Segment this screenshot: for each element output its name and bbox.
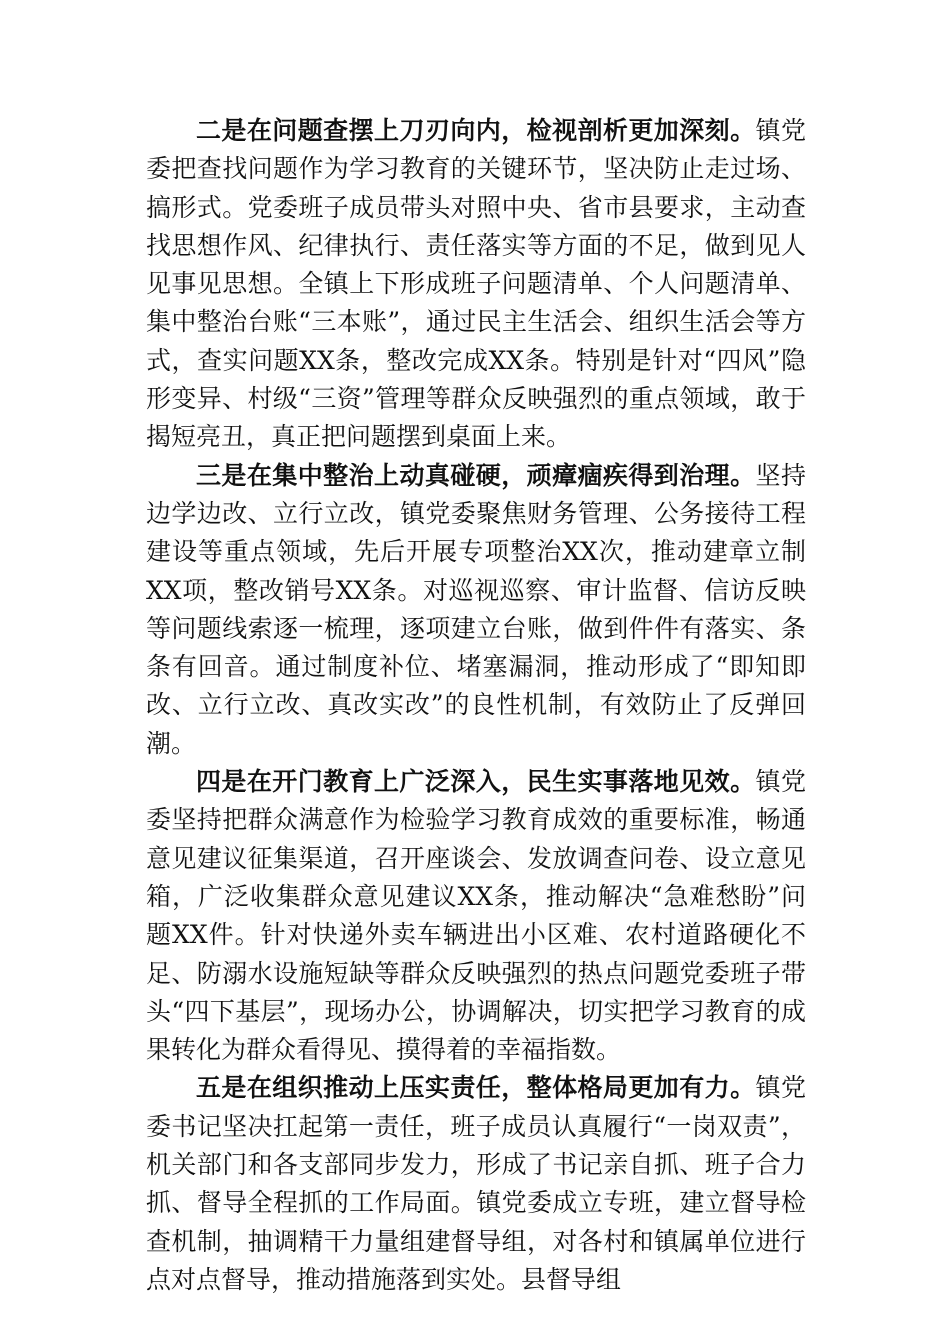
document-body: [146, 112, 806, 1299]
paragraph-2-text: 镇党委把查找问题作为学习教育的关键环节，坚决防止走过场、搞形式。党委班子成员带头对照中央、省市县要求，主动查找思想作风、纪律执行、责任落实等方面的不足，做到见人见事见思想。全镇上下形成班子问题清单、个人问题清单、集中整治台账“三本账”，通过民主生活会、组织生活会等方式，查实问题XX条，整改完成XX条。特别是针对“四风”隐形变异、村级“三资”管理等群众反映强烈的重点领域，敢于揭短亮丑，真正把问题摆到桌面上来。: [146, 116, 806, 452]
paragraph-3-text: 坚持边学边改、立行立改，镇党委聚焦财务管理、公务接待工程建设等重点领域，先后开展专项整治XX次，推动建章立制XX项，整改销号XX条。对巡视巡察、审计监督、信访反映等问题线索逐一梳理，逐项建立台账，做到件件有落实、条条有回音。通过制度补位、堵塞漏洞，推动形成了“即知即改、立行立改、真改实改”的良性机制，有效防止了反弹回潮。: [146, 460, 806, 758]
paragraph-2-heading: 二是在问题查摆上刀刃向内，检视剖析更加深刻。: [196, 116, 756, 145]
paragraph-5-text: 镇党委书记坚决扛起第一责任，班子成员认真履行“一岗双责”，机关部门和各支部同步发力，形成了书记亲自抓、班子合力抓、督导全程抓的工作局面。镇党委成立专班，建立督导检查机制，抽调精干力量组建督导组，对各村和镇属单位进行点对点督导，推动措施落到实处。县督导组: [146, 1073, 806, 1294]
paragraph-4: [146, 763, 806, 1069]
paragraph-2: [146, 112, 806, 457]
paragraph-5: [146, 1069, 806, 1299]
paragraph-5-heading: 五是在组织推动上压实责任，整体格局更加有力。: [196, 1073, 756, 1103]
paragraph-4-text: 镇党委坚持把群众满意作为检验学习教育成效的重要标准，畅通意见建议征集渠道，召开座谈会、发放调查问卷、设立意见箱，广泛收集群众意见建议XX条，推动解决“急难愁盼”问题XX件。针对快递外卖车辆进出小区难、农村道路硬化不足、防溺水设施短缺等群众反映强烈的热点问题党委班子带头“四下基层”，现场办公，协调解决，切实把学习教育的成果转化为群众看得见、摸得着的幸福指数。: [146, 767, 806, 1065]
paragraph-3-heading: 三是在集中整治上动真碰硬，顽瘴痼疾得到治理。: [196, 460, 756, 490]
paragraph-4-heading: 四是在开门教育上广泛深入，民生实事落地见效。: [196, 767, 756, 797]
paragraph-3: [146, 457, 806, 763]
